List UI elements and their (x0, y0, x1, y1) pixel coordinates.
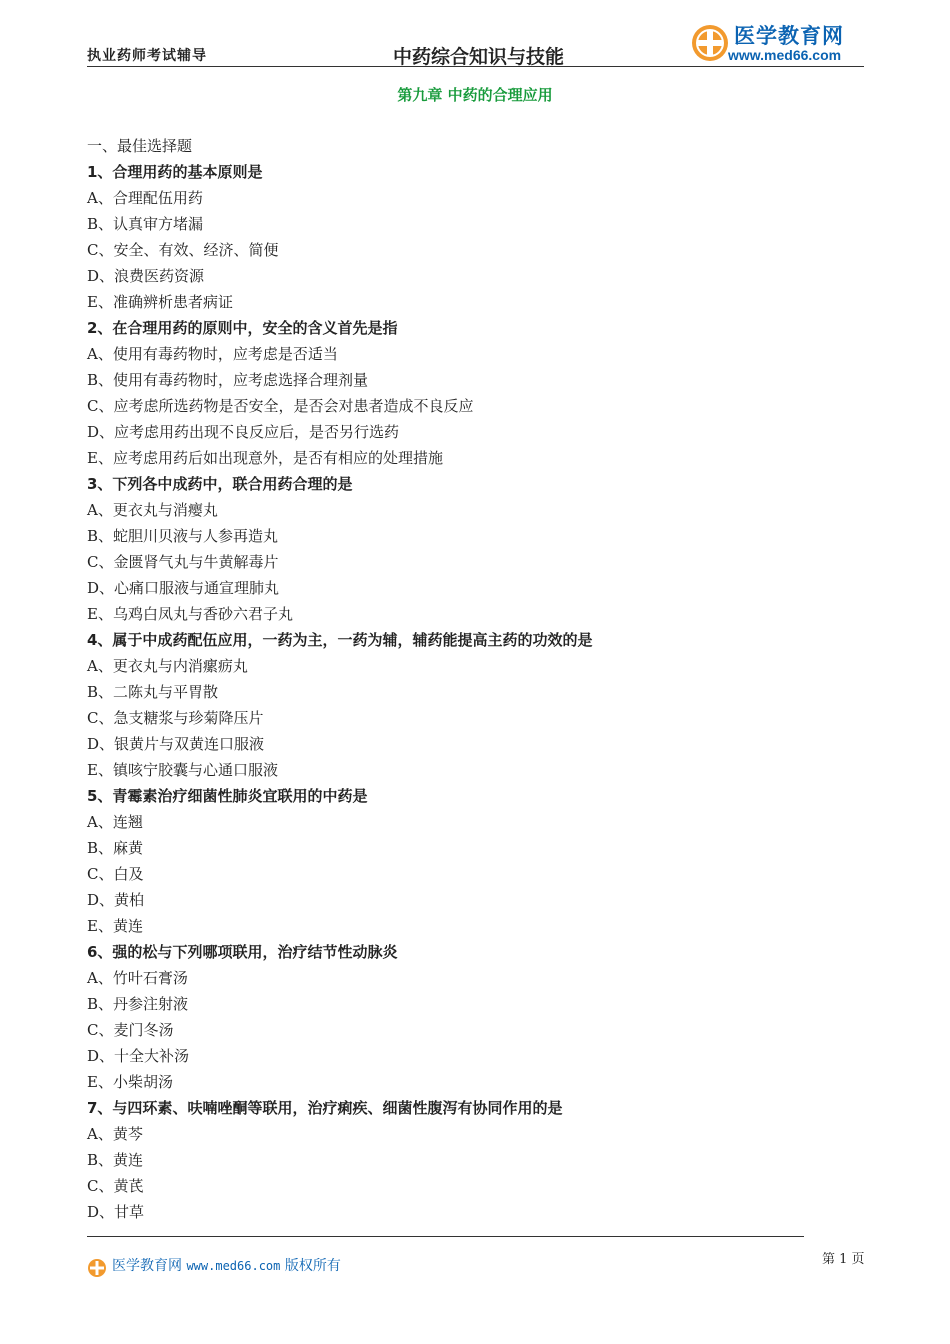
option-b: B、丹参注射液 (87, 995, 189, 1013)
option-e: E、黄连 (87, 917, 143, 935)
option-e: E、准确辨析患者病证 (87, 293, 233, 311)
option-d: D、心痛口服液与通宣理肺丸 (87, 579, 280, 597)
section-title: 一、最佳选择题 (87, 137, 193, 155)
header-left-title: 执业药师考试辅导 (87, 48, 207, 64)
footer-copyright-text: 版权所有 (284, 1258, 341, 1274)
page-number: 第 1 页 (822, 1252, 865, 1267)
option-c: C、麦门冬汤 (87, 1021, 174, 1039)
question-stem: 3、下列各中成药中，联合用药合理的是 (87, 475, 353, 493)
option-c: C、安全、有效、经济、简便 (87, 241, 279, 259)
option-b: B、蛇胆川贝液与人参再造丸 (87, 527, 279, 545)
cross-logo-icon (690, 23, 730, 63)
question-1 (87, 159, 867, 315)
option-b: B、麻黄 (87, 839, 144, 857)
question-stem: 1、合理用药的基本原则是 (87, 163, 263, 181)
option-d: D、十全大补汤 (87, 1047, 190, 1065)
question-stem: 5、青霉素治疗细菌性肺炎宜联用的中药是 (87, 787, 368, 805)
option-c: C、白及 (87, 865, 144, 883)
option-a: A、黄芩 (87, 1125, 143, 1143)
option-b: B、使用有毒药物时，应考虑选择合理剂量 (87, 371, 369, 389)
option-b: B、黄连 (87, 1151, 144, 1169)
site-logo[interactable] (690, 20, 865, 66)
question-6 (87, 939, 867, 1095)
option-b: B、认真审方堵漏 (87, 215, 204, 233)
option-d: D、浪费医药资源 (87, 267, 205, 285)
option-c: C、金匮肾气丸与牛黄解毒片 (87, 553, 279, 571)
footer-cross-logo-icon (87, 1258, 107, 1278)
question-stem: 2、在合理用药的原则中，安全的含义首先是指 (87, 319, 398, 337)
footer-divider (87, 1236, 804, 1237)
option-d: D、应考虑用药出现不良反应后，是否另行选药 (87, 423, 400, 441)
chapter-title: 第九章 中药的合理应用 (397, 86, 553, 104)
header-divider (87, 66, 864, 67)
option-a: A、连翘 (87, 813, 143, 831)
question-stem: 7、与四环素、呋喃唑酮等联用，治疗痢疾、细菌性腹泻有协同作用的是 (87, 1099, 563, 1117)
footer-copyright[interactable] (112, 1255, 341, 1275)
question-stem: 6、强的松与下列哪项联用，治疗结节性动脉炎 (87, 943, 398, 961)
option-e: E、镇咳宁胶囊与心通口服液 (87, 761, 278, 779)
question-3 (87, 471, 867, 627)
logo-site-url: www.med66.com (728, 47, 842, 63)
option-a: A、更衣丸与内消瘰疬丸 (87, 657, 248, 675)
option-d: D、甘草 (87, 1203, 145, 1221)
option-a: A、使用有毒药物时，应考虑是否适当 (87, 345, 338, 363)
header-center-title: 中药综合知识与技能 (393, 46, 565, 68)
option-d: D、黄柏 (87, 891, 145, 909)
option-c: C、应考虑所选药物是否安全，是否会对患者造成不良反应 (87, 397, 474, 415)
option-a: A、竹叶石膏汤 (87, 969, 188, 987)
footer-site-name: 医学教育网 (112, 1258, 182, 1274)
option-a: A、合理配伍用药 (87, 189, 203, 207)
footer-site-url: www.med66.com (186, 1259, 281, 1273)
option-d: D、银黄片与双黄连口服液 (87, 735, 265, 753)
option-a: A、更衣丸与消瘿丸 (87, 501, 218, 519)
question-7 (87, 1095, 867, 1225)
option-c: C、黄芪 (87, 1177, 144, 1195)
option-e: E、应考虑用药后如出现意外，是否有相应的处理措施 (87, 449, 443, 467)
option-e: E、小柴胡汤 (87, 1073, 173, 1091)
question-4 (87, 627, 867, 783)
option-b: B、二陈丸与平胃散 (87, 683, 219, 701)
option-e: E、乌鸡白凤丸与香砂六君子丸 (87, 605, 293, 623)
logo-site-name: 医学教育网 (734, 24, 844, 48)
question-5 (87, 783, 867, 939)
option-c: C、急支糖浆与珍菊降压片 (87, 709, 264, 727)
question-list (87, 133, 867, 1225)
question-stem: 4、属于中成药配伍应用，一药为主，一药为辅，辅药能提高主药的功效的是 (87, 631, 593, 649)
question-2 (87, 315, 867, 471)
